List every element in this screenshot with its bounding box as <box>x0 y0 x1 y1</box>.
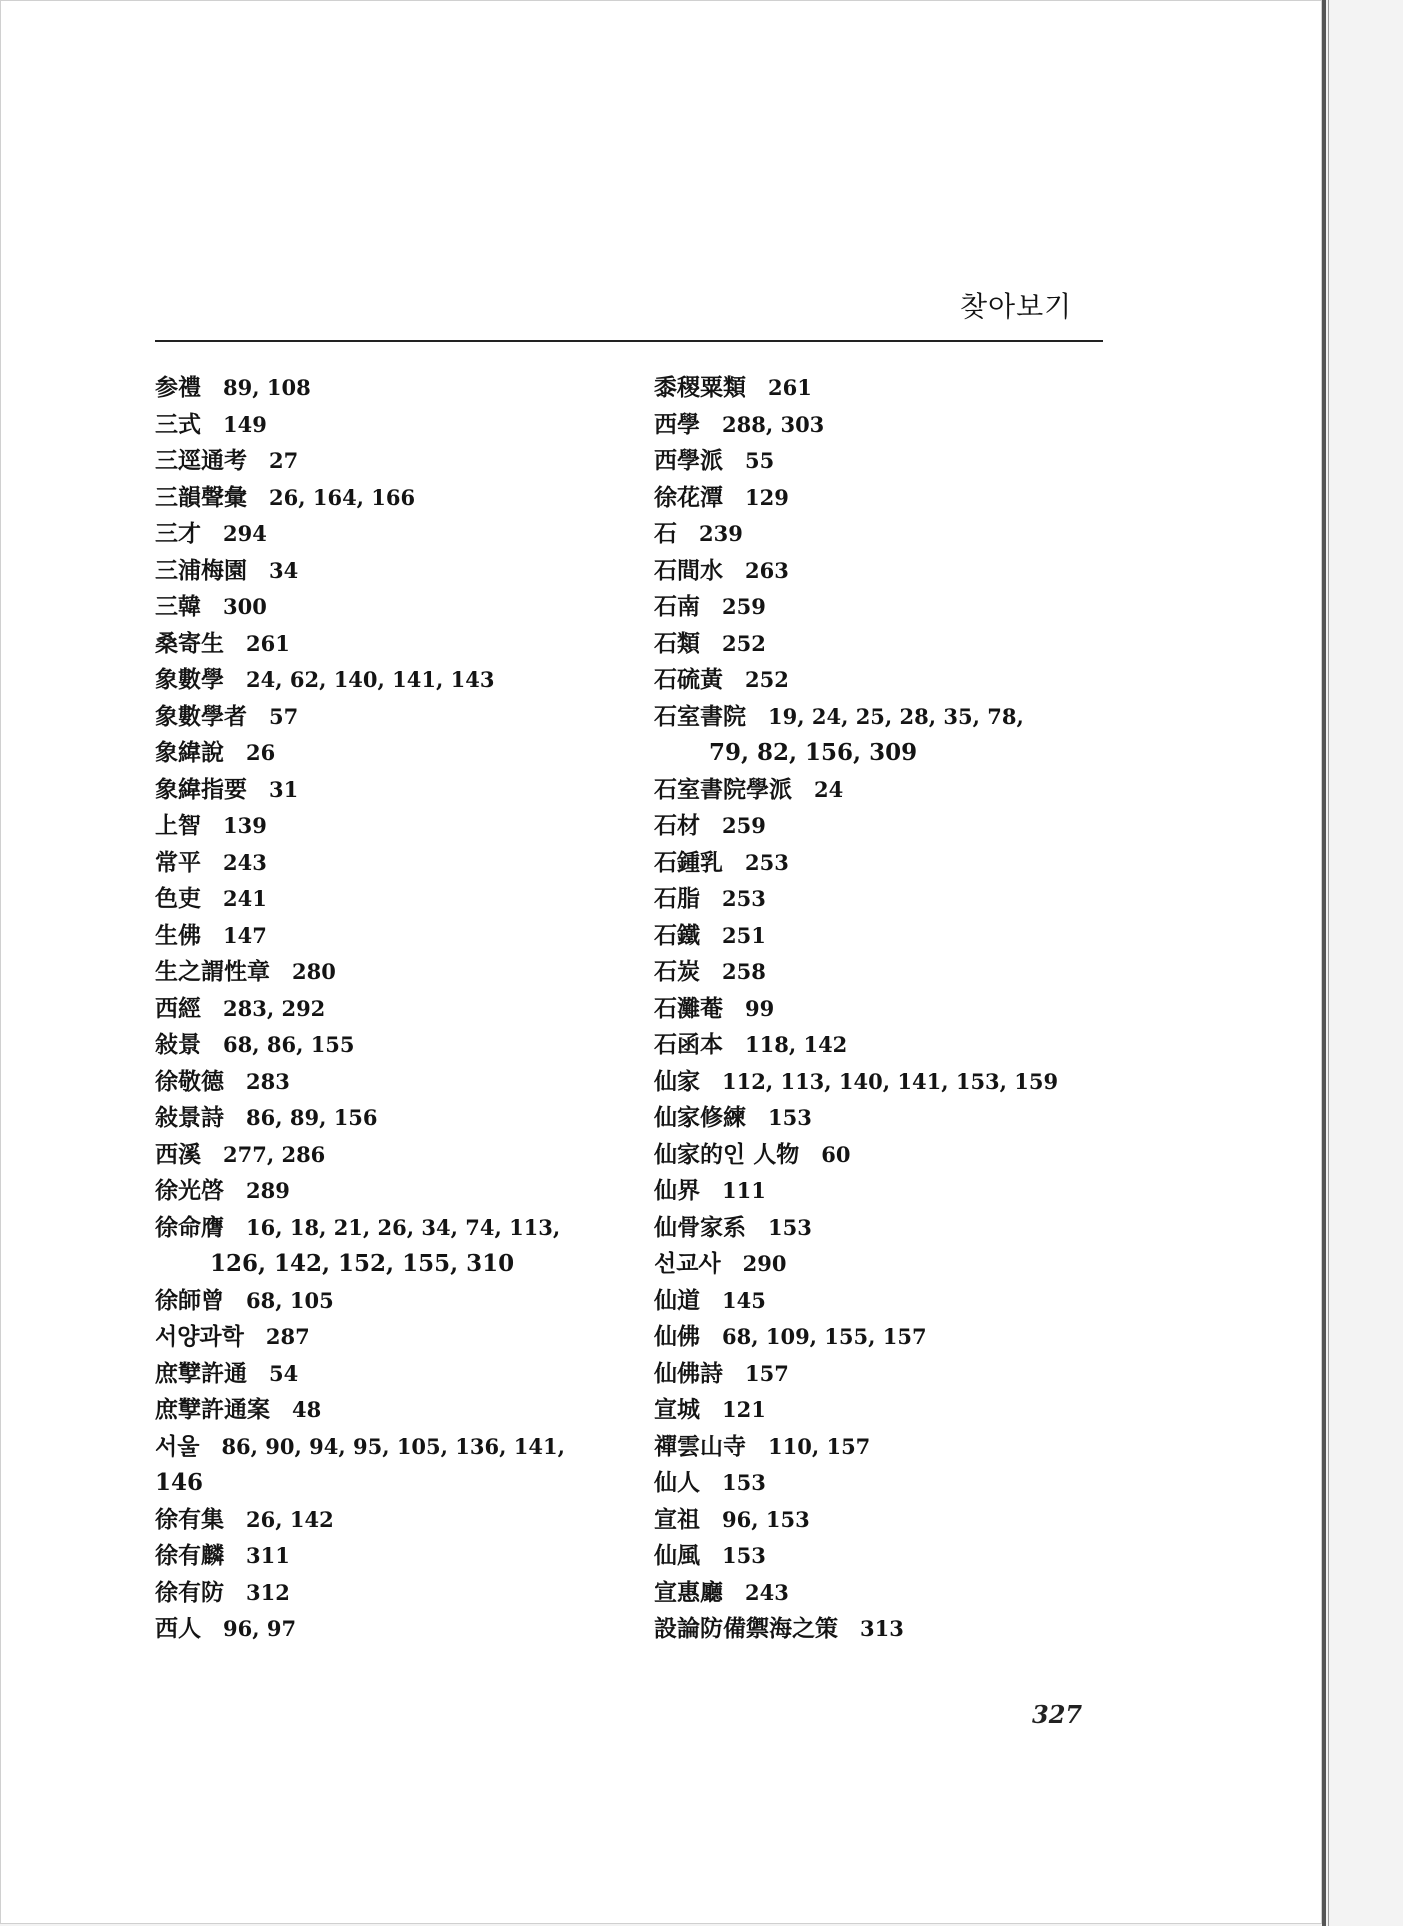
index-pages: 258 <box>722 959 766 984</box>
index-pages: 68, 86, 155 <box>223 1032 355 1057</box>
index-pages: 277, 286 <box>223 1141 326 1167</box>
index-pages: 110, 157 <box>768 1433 871 1459</box>
index-entry <box>654 1064 1124 1101</box>
index-term: 常平 <box>155 848 201 876</box>
index-entry <box>155 1319 625 1356</box>
index-pages: 31 <box>269 776 299 802</box>
index-entry <box>654 772 1124 809</box>
index-term: 象數學者 <box>155 702 247 730</box>
index-pages: 261 <box>768 375 812 400</box>
index-entry <box>654 1429 1124 1466</box>
index-term: 設論防備禦海之策 <box>654 1615 838 1642</box>
index-entry <box>155 626 625 663</box>
index-term: 선교사 <box>654 1250 721 1277</box>
index-term: 西學派 <box>654 447 723 474</box>
index-pages: 311 <box>246 1543 290 1568</box>
index-entry <box>155 1429 625 1466</box>
index-entry <box>155 699 625 736</box>
index-entry <box>654 918 1124 955</box>
index-term: 宣祖 <box>654 1505 700 1533</box>
index-pages: 253 <box>745 849 789 875</box>
index-pages: 48 <box>292 1397 322 1422</box>
index-term: 石室書院 <box>654 702 746 730</box>
index-pages: 157 <box>745 1360 789 1386</box>
index-pages: 289 <box>246 1178 290 1203</box>
index-pages: 288, 303 <box>722 411 825 437</box>
index-term: 石函本 <box>654 1031 723 1058</box>
index-term: 徐有麟 <box>155 1542 224 1569</box>
index-entry <box>654 1027 1124 1064</box>
index-column-left <box>155 370 625 1648</box>
index-term: 徐光啓 <box>155 1177 224 1204</box>
index-entry <box>155 1575 625 1612</box>
index-pages: 153 <box>722 1470 766 1495</box>
index-term: 石鍾乳 <box>654 848 723 876</box>
index-term: 黍稷粟類 <box>654 374 746 401</box>
index-pages: 26, 164, 166 <box>269 484 416 510</box>
header-rule <box>155 340 1103 342</box>
page-number: 327 <box>1032 1700 1083 1729</box>
index-term: 石 <box>654 520 677 547</box>
index-entry <box>155 1611 625 1648</box>
index-entry <box>654 1465 1124 1502</box>
index-entry <box>654 407 1124 444</box>
index-entry <box>654 370 1124 407</box>
index-entry <box>155 808 625 845</box>
index-term: 仙界 <box>654 1177 700 1204</box>
index-entry <box>155 1356 625 1393</box>
index-pages: 16, 18, 21, 26, 34, 74, 113, <box>246 1214 561 1240</box>
index-entry <box>654 553 1124 590</box>
index-entry <box>654 954 1124 991</box>
index-pages: 300 <box>223 594 267 619</box>
index-pages: 24, 62, 140, 141, 143 <box>246 667 495 692</box>
index-entry <box>654 1611 1124 1648</box>
index-term: 石南 <box>654 593 700 620</box>
index-entry <box>155 1100 625 1137</box>
index-pages: 24 <box>814 776 844 802</box>
index-entry <box>155 1027 625 1064</box>
index-pages: 68, 109, 155, 157 <box>722 1324 927 1349</box>
index-entry <box>654 480 1124 517</box>
index-term: 仙佛 <box>654 1323 700 1350</box>
index-entry <box>155 845 625 882</box>
index-pages: 153 <box>768 1214 812 1240</box>
index-entry <box>155 553 625 590</box>
index-term: 石室書院學派 <box>654 775 792 803</box>
index-pages: 57 <box>269 703 299 729</box>
index-pages: 111 <box>722 1178 766 1203</box>
index-entry <box>654 1319 1124 1356</box>
index-entry <box>654 991 1124 1028</box>
index-entry <box>654 699 1124 736</box>
index-pages: 280 <box>292 959 336 984</box>
index-pages: 60 <box>821 1141 851 1167</box>
index-pages: 96, 153 <box>722 1506 810 1532</box>
index-pages: 99 <box>745 995 775 1021</box>
index-term: 石硫黃 <box>654 666 723 693</box>
index-term: 象緯指要 <box>155 775 247 803</box>
index-entry <box>654 1210 1124 1247</box>
index-term: 上智 <box>155 812 201 839</box>
index-term: 三浦梅園 <box>155 556 247 584</box>
index-term: 宣城 <box>654 1396 700 1423</box>
index-pages-continued: 126, 142, 152, 155, 310 <box>210 1250 515 1277</box>
index-entry <box>155 407 625 444</box>
index-entry <box>155 1173 625 1210</box>
index-entry <box>654 1137 1124 1174</box>
page-edge-line <box>1328 0 1329 1926</box>
index-pages: 153 <box>722 1543 766 1568</box>
index-pages: 251 <box>722 922 766 948</box>
index-pages-continued: 79, 82, 156, 309 <box>709 739 918 766</box>
index-term: 三韻聲彙 <box>155 483 247 511</box>
index-term: 石炭 <box>654 958 700 985</box>
index-term: 徐有防 <box>155 1578 224 1606</box>
index-entry <box>155 954 625 991</box>
index-pages: 149 <box>223 411 267 437</box>
index-term: 桑寄生 <box>155 629 224 657</box>
index-term: 仙道 <box>654 1286 700 1314</box>
index-pages: 153 <box>768 1105 812 1130</box>
index-pages: 86, 90, 94, 95, 105, 136, 141, <box>221 1433 565 1459</box>
index-term: 敍景詩 <box>155 1104 224 1131</box>
index-entry <box>155 918 625 955</box>
index-entry <box>654 1246 1124 1283</box>
index-pages: 55 <box>745 448 775 473</box>
index-term: 禪雲山寺 <box>654 1432 746 1460</box>
index-term: 参禮 <box>155 374 201 401</box>
index-term: 生佛 <box>155 921 201 949</box>
index-pages: 27 <box>269 448 299 473</box>
index-term: 徐花潭 <box>654 483 723 511</box>
index-entry <box>654 1100 1124 1137</box>
index-term: 石脂 <box>654 885 700 912</box>
index-pages: 263 <box>745 557 789 583</box>
index-term: 三式 <box>155 410 201 438</box>
index-pages: 86, 89, 156 <box>246 1105 378 1130</box>
index-pages: 252 <box>722 630 766 656</box>
index-column-right <box>654 370 1124 1648</box>
index-term: 色吏 <box>155 885 201 912</box>
index-pages: 147 <box>223 922 267 948</box>
index-term: 象數學 <box>155 666 224 693</box>
index-entry <box>155 370 625 407</box>
index-pages: 26, 142 <box>246 1506 334 1532</box>
index-pages: 112, 113, 140, 141, 153, 159 <box>722 1068 1059 1094</box>
index-entry <box>654 516 1124 553</box>
index-term: 西溪 <box>155 1140 201 1168</box>
index-pages: 129 <box>745 484 789 510</box>
index-pages: 121 <box>722 1397 766 1422</box>
index-pages: 26 <box>246 740 276 765</box>
index-pages: 253 <box>722 886 766 911</box>
index-entry <box>654 626 1124 663</box>
index-entry <box>654 808 1124 845</box>
index-term: 石間水 <box>654 556 723 584</box>
index-entry <box>654 1392 1124 1429</box>
index-entry <box>654 845 1124 882</box>
index-entry <box>654 881 1124 918</box>
index-entry <box>155 480 625 517</box>
index-pages: 139 <box>223 813 267 838</box>
index-term: 三韓 <box>155 593 201 620</box>
index-entry <box>155 1064 625 1101</box>
index-term: 石類 <box>654 629 700 657</box>
index-term: 仙家的인 人物 <box>654 1140 800 1168</box>
index-entry <box>654 443 1124 480</box>
index-term: 敍景 <box>155 1031 201 1058</box>
index-entry <box>155 735 625 772</box>
index-entry <box>155 1502 625 1539</box>
index-term: 三逕通考 <box>155 447 247 474</box>
page-edge <box>1322 0 1326 1926</box>
index-term: 徐敬德 <box>155 1067 224 1095</box>
page-title: 찾아보기 <box>960 290 1073 323</box>
index-pages: 312 <box>246 1579 290 1605</box>
index-entry <box>155 443 625 480</box>
index-term: 仙風 <box>654 1542 700 1569</box>
index-entry <box>155 589 625 626</box>
index-term: 象緯說 <box>155 739 224 766</box>
index-term: 仙家修練 <box>654 1104 746 1131</box>
index-entry <box>155 881 625 918</box>
index-term: 庶孼許通案 <box>155 1396 270 1423</box>
index-term: 仙家 <box>654 1067 700 1095</box>
index-term: 서양과학 <box>155 1323 244 1350</box>
index-pages: 19, 24, 25, 28, 35, 78, <box>768 703 1024 729</box>
index-pages: 313 <box>860 1616 904 1641</box>
index-term: 仙骨家系 <box>654 1213 746 1241</box>
index-term: 石材 <box>654 812 700 839</box>
index-pages: 283, 292 <box>223 995 326 1021</box>
index-pages: 145 <box>722 1287 766 1313</box>
index-pages: 34 <box>269 557 299 583</box>
index-term: 庶孼許通 <box>155 1359 247 1387</box>
index-pages: 261 <box>246 630 290 656</box>
index-entry <box>155 1137 625 1174</box>
index-entry <box>654 1538 1124 1575</box>
index-pages: 243 <box>745 1579 789 1605</box>
index-term: 石鐵 <box>654 921 700 949</box>
index-term: 三才 <box>155 520 201 547</box>
index-pages: 89, 108 <box>223 375 311 400</box>
index-pages: 259 <box>722 813 766 838</box>
index-entry <box>654 1356 1124 1393</box>
index-entry <box>654 589 1124 626</box>
index-pages: 239 <box>699 521 743 546</box>
index-entry <box>155 1283 625 1320</box>
index-term: 宣惠廳 <box>654 1578 723 1606</box>
index-pages: 54 <box>269 1360 299 1386</box>
index-term: 徐命膺 <box>155 1213 224 1241</box>
index-entry <box>654 1283 1124 1320</box>
index-term: 西學 <box>654 410 700 438</box>
index-entry <box>155 1210 625 1247</box>
index-pages: 118, 142 <box>745 1032 848 1057</box>
index-pages: 252 <box>745 667 789 692</box>
index-entry <box>155 516 625 553</box>
index-entry <box>654 662 1124 699</box>
index-pages: 241 <box>223 886 267 911</box>
index-term: 徐師曾 <box>155 1286 224 1314</box>
index-entry <box>654 1502 1124 1539</box>
index-pages-continued: 146 <box>155 1469 204 1496</box>
index-pages: 96, 97 <box>223 1616 297 1641</box>
index-pages: 68, 105 <box>246 1287 334 1313</box>
index-term: 生之謂性章 <box>155 958 270 985</box>
index-term: 仙人 <box>654 1469 700 1496</box>
index-term: 石灘菴 <box>654 994 723 1022</box>
index-pages: 294 <box>223 521 267 546</box>
index-term: 西經 <box>155 994 201 1022</box>
index-entry <box>155 772 625 809</box>
index-pages: 259 <box>722 594 766 619</box>
index-entry <box>654 1173 1124 1210</box>
index-entry <box>155 1538 625 1575</box>
index-entry <box>155 662 625 699</box>
index-pages: 290 <box>742 1251 787 1276</box>
index-entry <box>654 1575 1124 1612</box>
index-pages: 283 <box>246 1068 290 1094</box>
index-term: 徐有集 <box>155 1505 224 1533</box>
index-entry <box>155 1392 625 1429</box>
index-pages: 243 <box>223 849 267 875</box>
index-term: 서울 <box>155 1432 200 1460</box>
index-term: 仙佛詩 <box>654 1359 723 1387</box>
index-entry <box>155 991 625 1028</box>
index-term: 西人 <box>155 1615 201 1642</box>
index-pages: 287 <box>265 1324 310 1349</box>
